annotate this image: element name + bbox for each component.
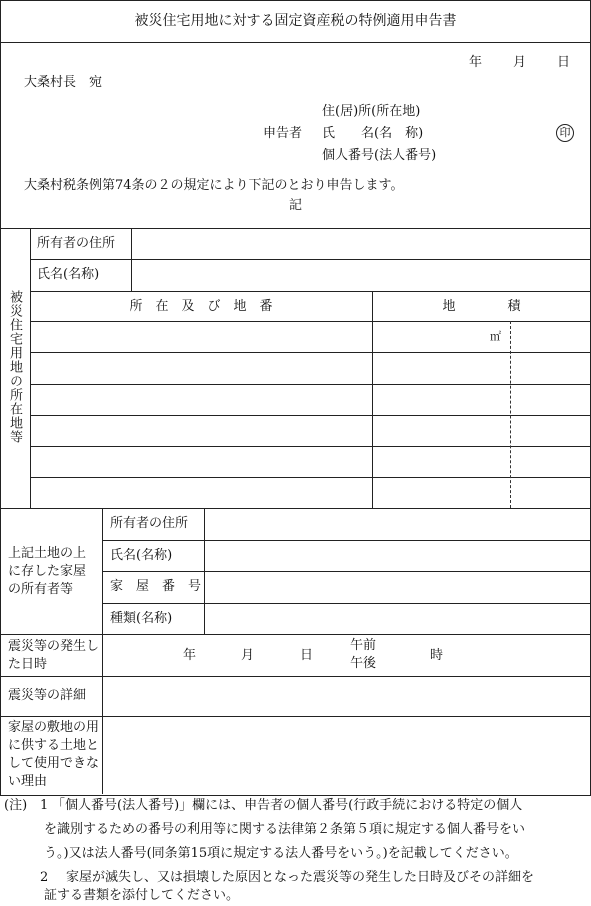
house-type-label: 種類(名称) (110, 611, 173, 626)
notes-prefix: (注) (4, 798, 28, 813)
applicant-address-label: 住(居)所(所在地) (322, 104, 421, 119)
location-column-header: 所 在 及 び 地 番 (129, 299, 273, 314)
line (30, 291, 591, 292)
land-row-6[interactable] (31, 478, 371, 508)
house-owner-address-label: 所有者の住所 (110, 516, 189, 531)
house-owner-name-field[interactable] (205, 541, 590, 571)
land-row-2[interactable] (31, 353, 371, 384)
title-divider (0, 42, 591, 43)
land-row-5[interactable] (31, 447, 371, 477)
applicant-number-label: 個人番号(法人番号) (322, 148, 437, 163)
disaster-month-label: 月 (241, 648, 255, 663)
house-number-label: 家 屋 番 号 (110, 579, 202, 594)
am-label: 午前 (350, 638, 377, 653)
note-2-number: 2 (40, 870, 49, 885)
house-side-label: 上記土地の上に存した家屋の所有者等 (8, 546, 87, 597)
date-day-label: 日 (557, 55, 571, 70)
house-section-bottom (0, 634, 591, 635)
area-decimal-divider (510, 321, 511, 508)
note-1-line-2: を識別するための番号の利用等に関する法律第２条第５項に規定する個人番号をい (44, 822, 526, 837)
date-month-label: 月 (513, 55, 527, 70)
form-title: 被災住宅用地に対する固定資産税の特例適用申告書 (134, 13, 457, 29)
house-number-field[interactable] (205, 572, 590, 603)
reason-field[interactable] (103, 717, 590, 793)
disaster-day-label: 日 (300, 648, 314, 663)
house-owner-address-field[interactable] (205, 509, 590, 540)
reason-label: 家屋の敷地の用に供する土地として使用できない理由 (8, 720, 100, 789)
house-type-field[interactable] (205, 604, 590, 634)
house-owner-name-label: 氏名(名称) (110, 548, 173, 563)
land-row-4[interactable] (31, 416, 371, 446)
area-column-divider (372, 291, 373, 508)
land-owner-address-label: 所有者の住所 (37, 236, 116, 251)
land-owner-name-label: 氏名(名称) (37, 267, 100, 282)
land-row-1[interactable] (31, 322, 371, 352)
ki-label: 記 (288, 198, 302, 213)
disaster-year-label: 年 (183, 648, 197, 663)
note-1-line-3: う。)又は法人番号(同条第15項に規定する法人番号をいう。)を記載してください。 (44, 846, 518, 861)
land-owner-address-field[interactable] (132, 229, 590, 259)
land-row-3[interactable] (31, 385, 371, 415)
disaster-hour-label: 時 (430, 648, 444, 663)
land-side-label: 被災住宅用地の所在地等 (7, 290, 22, 444)
recipient: 大桑村長 宛 (24, 75, 103, 90)
pm-label: 午後 (350, 656, 377, 671)
note-2-line-2: 証する書類を添付してください。 (44, 888, 240, 903)
disaster-date-label: 震災等の発生した日時 (8, 639, 100, 672)
land-owner-name-field[interactable] (132, 260, 590, 291)
declaration-text: 大桑村税条例第74条の２の規定により下記のとおり申告します。 (24, 178, 404, 193)
area-unit-label: ㎡ (490, 330, 501, 343)
disaster-details-label: 震災等の詳細 (8, 688, 87, 703)
applicant-name-label: 氏 名(名 称) (322, 126, 424, 141)
date-year-label: 年 (469, 55, 483, 70)
applicant-label: 申告者 (263, 126, 303, 141)
seal-mark: 印 (556, 124, 574, 142)
disaster-details-field[interactable] (103, 677, 590, 716)
note-1-number: 1 (40, 798, 49, 813)
note-2-line-1: 家屋が滅失し、又は損壊した原因となった震災等の発生した日時及びその詳細を (66, 870, 535, 885)
area-column-header: 地 積 (442, 299, 521, 314)
note-1-line-1: 「個人番号(法人番号)」欄には、申告者の個人番号(行政手続における特定の個人 (52, 798, 523, 813)
